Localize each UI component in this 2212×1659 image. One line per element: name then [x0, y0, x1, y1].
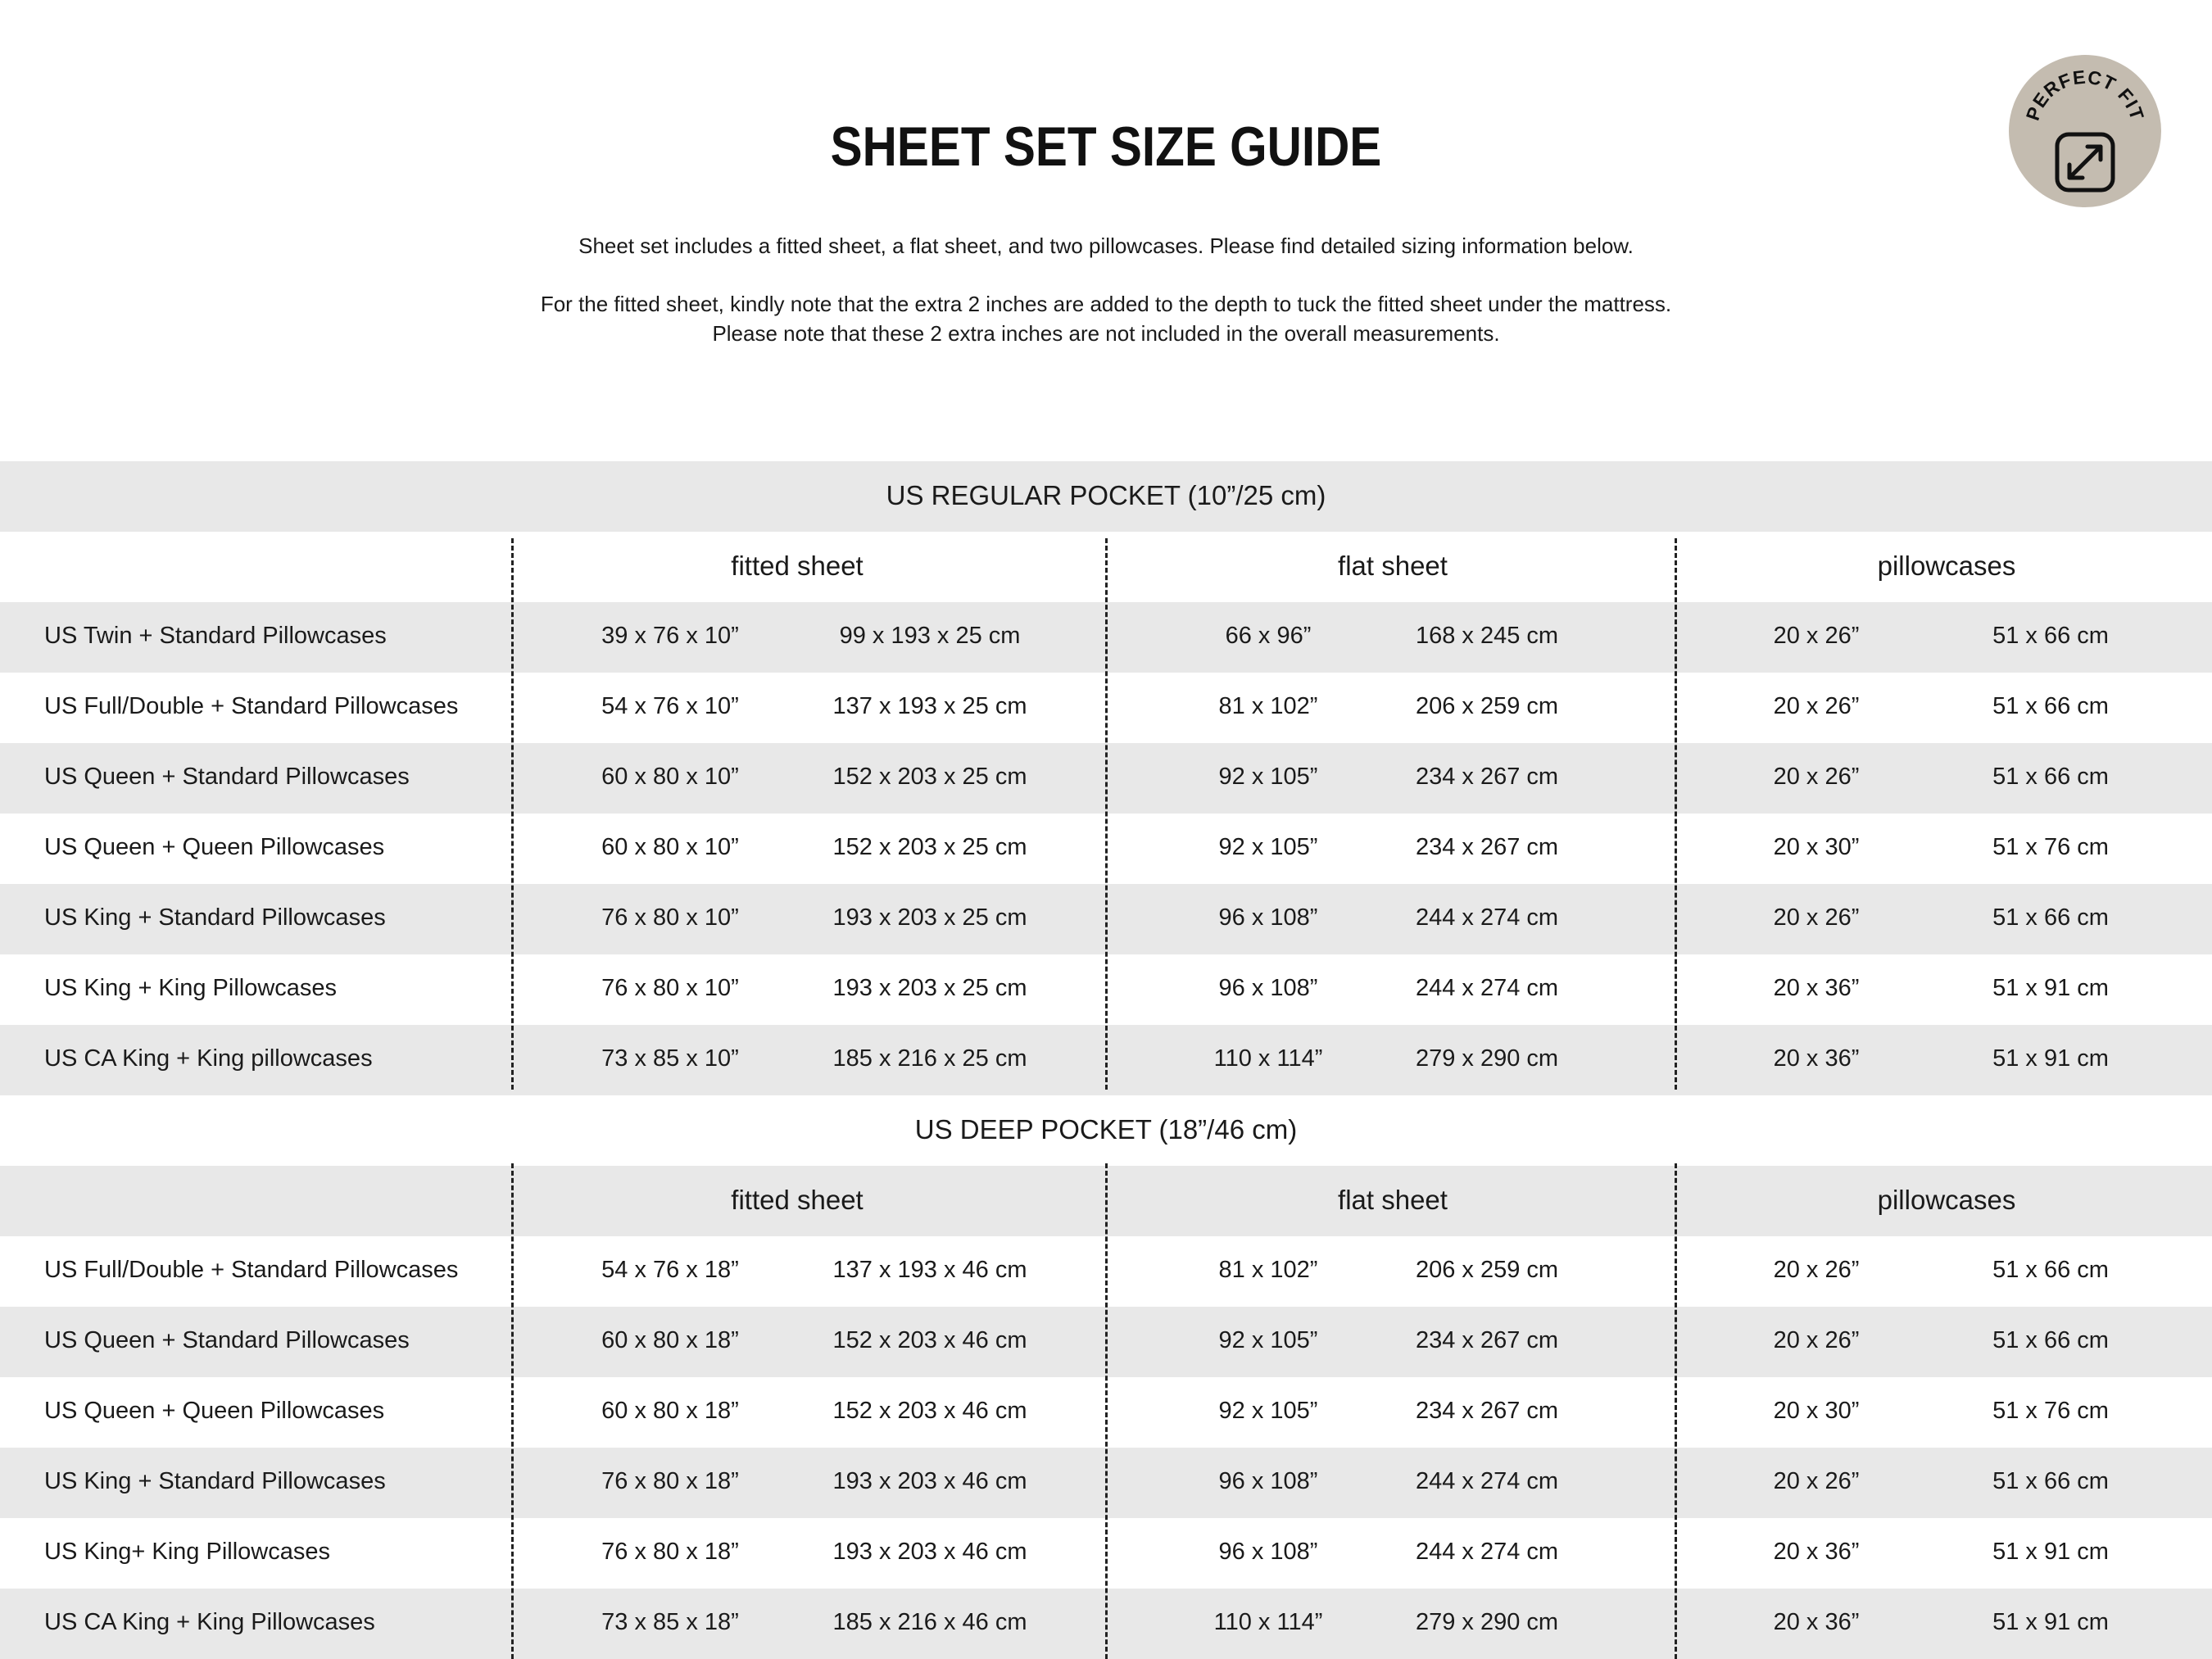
flat-inches: 81 x 102” [1218, 693, 1318, 719]
pillow-inches: 20 x 26” [1773, 693, 1860, 719]
pillow-inches: 20 x 26” [1773, 1468, 1860, 1494]
fitted-cm: 152 x 203 x 46 cm [832, 1398, 1027, 1424]
column-header: pillowcases [1877, 551, 2016, 581]
row-label: US Queen + Standard Pillowcases [44, 1327, 410, 1353]
pillow-inches: 20 x 36” [1773, 1539, 1860, 1565]
fitted-inches: 39 x 76 x 10” [601, 623, 739, 649]
flat-cm: 244 x 274 cm [1415, 904, 1559, 931]
flat-inches: 96 x 108” [1218, 904, 1318, 931]
fitted-cm: 152 x 203 x 25 cm [832, 764, 1027, 790]
flat-inches: 110 x 114” [1213, 1045, 1323, 1072]
row-label: US Queen + Queen Pillowcases [44, 1398, 385, 1424]
column-divider [1675, 1163, 1677, 1659]
pillow-inches: 20 x 30” [1773, 834, 1860, 860]
fitted-cm: 193 x 203 x 46 cm [832, 1468, 1027, 1494]
fitted-cm: 185 x 216 x 46 cm [832, 1609, 1027, 1635]
pillow-inches: 20 x 26” [1773, 623, 1860, 649]
flat-cm: 206 x 259 cm [1415, 693, 1559, 719]
flat-cm: 234 x 267 cm [1415, 834, 1559, 860]
flat-cm: 244 x 274 cm [1415, 1468, 1559, 1494]
flat-inches: 92 x 105” [1218, 1327, 1318, 1353]
badge-text: PERFECT FIT [2021, 66, 2149, 124]
fitted-inches: 73 x 85 x 18” [601, 1609, 739, 1635]
fitted-cm: 99 x 193 x 25 cm [839, 623, 1021, 649]
row-label: US Full/Double + Standard Pillowcases [44, 693, 459, 719]
fitted-inches: 73 x 85 x 10” [601, 1045, 739, 1072]
flat-inches: 81 x 102” [1218, 1257, 1318, 1283]
flat-cm: 244 x 274 cm [1415, 1539, 1559, 1565]
pillow-cm: 51 x 76 cm [1992, 1398, 2109, 1424]
fitted-inches: 76 x 80 x 18” [601, 1539, 739, 1565]
fitted-inches: 60 x 80 x 18” [601, 1398, 739, 1424]
pillow-inches: 20 x 26” [1773, 1327, 1860, 1353]
fitted-inches: 60 x 80 x 10” [601, 834, 739, 860]
column-header: flat sheet [1338, 551, 1448, 581]
pillow-cm: 51 x 66 cm [1992, 693, 2109, 719]
flat-cm: 234 x 267 cm [1415, 1327, 1559, 1353]
flat-cm: 168 x 245 cm [1415, 623, 1559, 649]
flat-cm: 279 x 290 cm [1415, 1045, 1559, 1072]
fitted-cm: 152 x 203 x 46 cm [832, 1327, 1027, 1353]
flat-cm: 234 x 267 cm [1415, 764, 1559, 790]
pillow-cm: 51 x 66 cm [1992, 623, 2109, 649]
pillow-cm: 51 x 91 cm [1992, 975, 2109, 1001]
pillow-inches: 20 x 36” [1773, 975, 1860, 1001]
fitted-inches: 54 x 76 x 10” [601, 693, 739, 719]
perfect-fit-badge [2009, 55, 2161, 207]
column-header: flat sheet [1338, 1185, 1448, 1215]
fitted-cm: 152 x 203 x 25 cm [832, 834, 1027, 860]
diagonal-resize-arrow-icon [2057, 134, 2113, 190]
column-divider [1675, 538, 1677, 1090]
row-label: US King + King Pillowcases [44, 975, 338, 1001]
fitted-inches: 60 x 80 x 10” [601, 764, 739, 790]
flat-inches: 92 x 105” [1218, 1398, 1318, 1424]
fitted-inches: 76 x 80 x 10” [601, 904, 739, 931]
pillow-inches: 20 x 36” [1773, 1045, 1860, 1072]
pillow-inches: 20 x 26” [1773, 1257, 1860, 1283]
flat-inches: 92 x 105” [1218, 764, 1318, 790]
fitted-cm: 193 x 203 x 25 cm [832, 975, 1027, 1001]
column-divider [1105, 538, 1108, 1090]
fitted-inches: 54 x 76 x 18” [601, 1257, 739, 1283]
row-label: US Full/Double + Standard Pillowcases [44, 1257, 459, 1283]
flat-cm: 244 x 274 cm [1415, 975, 1559, 1001]
page-title: SHEET SET SIZE GUIDE [830, 116, 1382, 178]
pillow-cm: 51 x 66 cm [1992, 1468, 2109, 1494]
row-label: US King+ King Pillowcases [44, 1539, 330, 1565]
flat-cm: 206 x 259 cm [1415, 1257, 1559, 1283]
fitted-inches: 76 x 80 x 18” [601, 1468, 739, 1494]
row-label: US CA King + King Pillowcases [44, 1609, 375, 1635]
flat-inches: 92 x 105” [1218, 834, 1318, 860]
column-divider [511, 538, 514, 1090]
pillow-cm: 51 x 91 cm [1992, 1539, 2109, 1565]
row-label: US King + Standard Pillowcases [44, 1468, 386, 1494]
section-title: US DEEP POCKET (18”/46 cm) [914, 1114, 1298, 1145]
flat-inches: 66 x 96” [1225, 623, 1312, 649]
flat-inches: 96 x 108” [1218, 1468, 1318, 1494]
fitted-cm: 137 x 193 x 25 cm [832, 693, 1027, 719]
row-label: US Queen + Queen Pillowcases [44, 834, 385, 860]
svg-text:PERFECT FIT [2022, 66, 2149, 124]
flat-inches: 96 x 108” [1218, 975, 1318, 1001]
flat-inches: 110 x 114” [1213, 1609, 1323, 1635]
column-header: fitted sheet [731, 1185, 863, 1215]
column-divider [511, 1163, 514, 1659]
column-divider [1105, 1163, 1108, 1659]
fitted-inches: 60 x 80 x 18” [601, 1327, 739, 1353]
column-header: fitted sheet [731, 551, 863, 581]
pillow-cm: 51 x 91 cm [1992, 1609, 2109, 1635]
row-label: US Twin + Standard Pillowcases [44, 623, 387, 649]
pillow-inches: 20 x 26” [1773, 904, 1860, 931]
intro-line-1: Sheet set includes a fitted sheet, a flat sheet, and two pillowcases. Please find detailed sizing information below. [578, 233, 1634, 258]
column-header: pillowcases [1877, 1185, 2016, 1215]
pillow-cm: 51 x 66 cm [1992, 764, 2109, 790]
pillow-cm: 51 x 66 cm [1992, 1327, 2109, 1353]
flat-cm: 234 x 267 cm [1415, 1398, 1559, 1424]
row-label: US King + Standard Pillowcases [44, 904, 386, 931]
fitted-cm: 137 x 193 x 46 cm [832, 1257, 1027, 1283]
pillow-cm: 51 x 76 cm [1992, 834, 2109, 860]
pillow-cm: 51 x 66 cm [1992, 1257, 2109, 1283]
intro-line-3: Please note that these 2 extra inches are not included in the overall measurements. [712, 321, 1500, 346]
fitted-cm: 193 x 203 x 25 cm [832, 904, 1027, 931]
section-title: US REGULAR POCKET (10”/25 cm) [886, 480, 1326, 510]
pillow-inches: 20 x 30” [1773, 1398, 1860, 1424]
pillow-cm: 51 x 66 cm [1992, 904, 2109, 931]
pillow-inches: 20 x 26” [1773, 764, 1860, 790]
fitted-cm: 193 x 203 x 46 cm [832, 1539, 1027, 1565]
row-label: US CA King + King pillowcases [44, 1045, 373, 1072]
intro-line-2: For the fitted sheet, kindly note that the extra 2 inches are added to the depth to tuck the fitted sheet under the mattress. [540, 292, 1672, 316]
flat-inches: 96 x 108” [1218, 1539, 1318, 1565]
pillow-cm: 51 x 91 cm [1992, 1045, 2109, 1072]
fitted-inches: 76 x 80 x 10” [601, 975, 739, 1001]
pillow-inches: 20 x 36” [1773, 1609, 1860, 1635]
fitted-cm: 185 x 216 x 25 cm [832, 1045, 1027, 1072]
flat-cm: 279 x 290 cm [1415, 1609, 1559, 1635]
row-label: US Queen + Standard Pillowcases [44, 764, 410, 790]
